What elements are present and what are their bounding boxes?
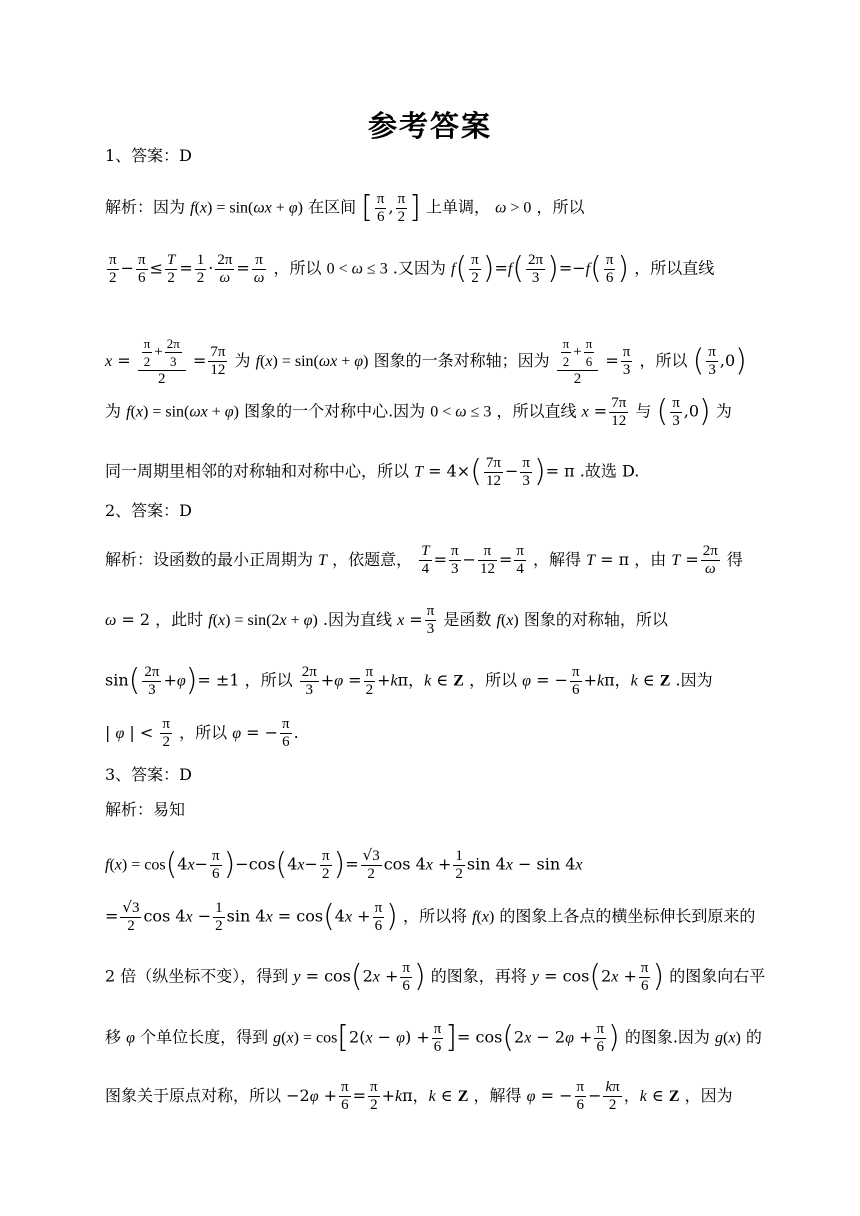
q3-line-2: f(x) = cos(4x− $\frac{\pi}{6}$ )−cos(4x− $\frac{\pi}{2}$ )= $\frac{√3}{2}$ cos 4x + $\frac{1}{2}$ sin 4x − sin 4x <box>105 846 583 882</box>
text: ，所以 <box>244 670 293 690</box>
text: 同一周期里相邻的对称轴和对称中心，所以 <box>105 461 410 481</box>
text: 在区间 <box>308 197 357 217</box>
q1-line-4: 为 f(x) = sin(ωx + φ) 图象的一个对称中心.因为 0 < ω ≤ 3 ，所以直线 x = $\frac{7\pi}{12}$ 与 ( $\frac{\pi}{3}$ ,0) 为 <box>105 394 732 429</box>
text: 的图象.因为 <box>624 1027 710 1047</box>
text: ，解得 <box>473 1086 522 1105</box>
text: 为 <box>105 401 122 421</box>
q2-line-3: sin( $\frac{2\pi}{3}$ +φ)= ±1 ，所以 $\frac{2\pi}{3}$ +φ = $\frac{\pi}{2}$ +kπ，k ∈ Z ，所以 φ = − $\frac{\pi}{6}$ +kπ，k ∈ Z .因为 <box>105 663 713 698</box>
text: 与 <box>635 401 652 421</box>
text: .因为直线 <box>322 610 393 629</box>
text: 的图象上各点的横坐标伸长到原来的 <box>499 906 756 926</box>
text: ，依题意， <box>332 550 413 569</box>
q3-answer: 3、答案：D <box>105 765 193 784</box>
text: ，所以 <box>639 351 688 370</box>
text: .因为 <box>675 670 713 690</box>
q2-line-2: ω = 2 ，此时 f(x) = sin(2x + φ) .因为直线 x = $\frac{\pi}{3}$ 是函数 f(x) 图象的对称轴，所以 <box>105 603 668 637</box>
q3-line-3: = $\frac{√3}{2}$ cos 4x − $\frac{1}{2}$ sin 4x = cos(4x + $\frac{\pi}{6}$ ) ，所以将 f(x) 的图象上各点的横坐标伸长到原来的 <box>105 898 756 934</box>
text: 解析：因为 <box>105 197 186 217</box>
text: 移 <box>105 1027 122 1047</box>
q3-line-4: 2 倍（纵坐标不变），得到 y = cos(2x + $\frac{\pi}{6}$ ) 的图象，再将 y = cos(2x + $\frac{\pi}{6}$ ) 的图象向右平 <box>105 959 766 994</box>
text: ，所以直线 <box>496 401 577 421</box>
text: 得 <box>726 550 743 569</box>
q3-line-5: 移 φ 个单位长度，得到 g(x) = cos[2(x − φ) + $\frac{\pi}{6}$ ]= cos(2x − 2φ + $\frac{\pi}{6}$ ) 的图象.因为 g(x) 的 <box>105 1020 762 1055</box>
text: ，所以 <box>469 670 518 690</box>
q1-line-5: 同一周期里相邻的对称轴和对称中心，所以 T = 4×( $\frac{7\pi}{12}$ − $\frac{\pi}{3}$ )= π .故选 D. <box>105 454 640 489</box>
q2-line-1: 解析：设函数的最小正周期为 T ，依题意， $\frac{T}{4}$ = $\frac{\pi}{3}$ − $\frac{\pi}{12}$ = $\frac{\pi}{4}$ ，解得 T = π ，由 T = $\frac{2\pi}{\omega}$ 得 <box>105 543 743 577</box>
page-title: 参考答案 <box>367 109 492 143</box>
text: 图象的对称轴，所以 <box>523 610 668 629</box>
text: .故选 D. <box>579 461 640 481</box>
text: 个单位长度，得到 <box>140 1027 269 1047</box>
text: ，由 <box>634 550 667 569</box>
text: 的图象向右平 <box>669 966 766 986</box>
q1-answer: 1、答案：D <box>105 146 193 165</box>
text: ，所以 <box>179 723 228 742</box>
text: 是函数 <box>443 610 492 629</box>
text: 上单调， <box>425 197 490 217</box>
q1-line-1: 解析：因为 f(x) = sin(ωx + φ) 在区间 [ $\frac{\pi}{6}$ , $\frac{\pi}{2}$ ] 上单调， ω > 0 ，所以 <box>105 190 585 225</box>
text: 图象的一条对称轴；因为 <box>373 351 550 370</box>
text: 为 <box>715 401 732 421</box>
text: ，因为 <box>684 1086 733 1105</box>
text: ，此时 <box>155 610 204 629</box>
text: ，所以直线 <box>634 258 715 278</box>
text: ，所以 <box>273 258 322 278</box>
text: 图象的一个对称中心.因为 <box>244 401 426 421</box>
text: .又因为 <box>392 258 446 278</box>
q2-answer: 2、答案：D <box>105 501 193 520</box>
text: 的 <box>745 1027 762 1047</box>
q1-line-3: x = $\frac{\pi}{2}$ + $\frac{2\pi}{3}$ 2 = $\frac{7\pi}{12}$ 为 f(x) = sin(ωx + φ) 图象的一条对称轴；因为 $\frac{\pi}{2}$ + $\frac{\pi}{6}$ 2 = $\frac{\pi}{3}$ ，所以 ( $\frac{\pi}{3}$ ,0) <box>105 336 747 387</box>
text: 为 <box>234 351 251 370</box>
text: 解析：设函数的最小正周期为 <box>105 550 314 569</box>
text: ，所以 <box>536 197 585 217</box>
text: ，解得 <box>533 550 582 569</box>
q3-line-6: 图象关于原点对称，所以 −2φ + $\frac{\pi}{6}$ = $\frac{\pi}{2}$ +kπ，k ∈ Z ，解得 φ = − $\frac{\pi}{6}$ − $\frac{k\pi}{2}$ ，k ∈ Z ，因为 <box>105 1079 733 1113</box>
q3-line-1: 解析：易知 <box>105 800 186 819</box>
text: ，所以将 <box>402 906 467 926</box>
text: 图象关于原点对称，所以 <box>105 1086 282 1105</box>
text: 的图象，再将 <box>430 966 527 986</box>
text: 2 倍（纵坐标不变），得到 <box>105 966 289 986</box>
q2-line-4: | φ | < $\frac{\pi}{2}$ ，所以 φ = − $\frac{\pi}{6}$ . <box>105 716 299 750</box>
q1-line-2: $\frac{\pi}{2}$ − $\frac{\pi}{6}$ ≤ $\frac{T}{2}$ = $\frac{1}{2}$ · $\frac{2\pi}{\omega}$ = $\frac{\pi}{\omega}$ ，所以 0 < ω ≤ 3 .又因为 f( $\frac{\pi}{2}$ )=f( $\frac{2\pi}{3}$ )=−f( $\frac{\pi}{6}$ ) ，所以直线 <box>109 251 715 286</box>
